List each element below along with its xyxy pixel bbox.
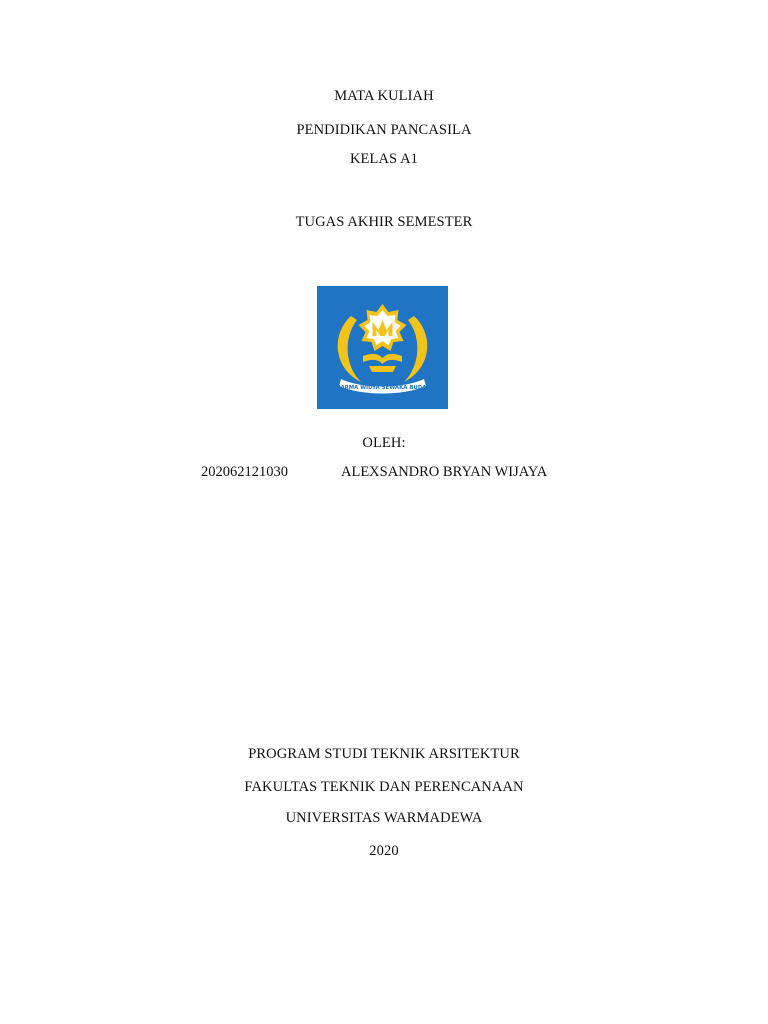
year-label: 2020 <box>369 843 399 859</box>
motto-text: DHARMA WIDYA SEWAKA BUDAYA <box>331 385 434 391</box>
assignment-title: TUGAS AKHIR SEMESTER <box>295 214 473 230</box>
course-heading: MATA KULIAH <box>334 88 434 104</box>
student-id: 202062121030 <box>201 464 288 480</box>
student-name: ALEXSANDRO BRYAN WIJAYA <box>341 464 548 480</box>
university-emblem-icon <box>317 286 448 409</box>
course-name: PENDIDIKAN PANCASILA <box>296 122 472 138</box>
class-label: KELAS A1 <box>349 151 419 167</box>
by-label: OLEH: <box>362 435 406 451</box>
university-label: UNIVERSITAS WARMADEWA <box>285 810 483 826</box>
faculty-label: FAKULTAS TEKNIK DAN PERENCANAAN <box>244 779 524 795</box>
program-label: PROGRAM STUDI TEKNIK ARSITEKTUR <box>248 746 520 762</box>
author-row <box>0 463 768 481</box>
